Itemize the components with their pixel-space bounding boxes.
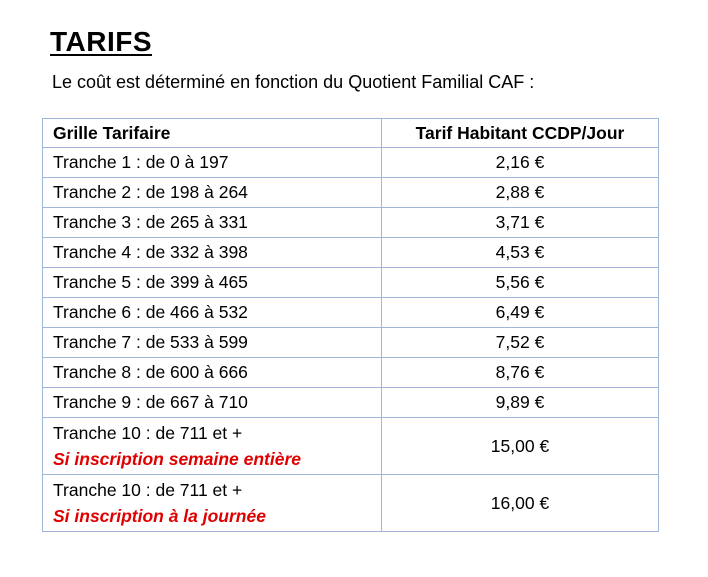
tarif-cell: 9,89 € — [382, 388, 659, 418]
tranche-cell — [43, 418, 382, 475]
header-grille-tarifaire: Grille Tarifaire — [43, 119, 382, 148]
table-row — [43, 388, 659, 418]
table-row — [43, 418, 659, 475]
tarif-cell: 15,00 € — [382, 418, 659, 475]
table-row — [43, 238, 659, 268]
tarif-cell: 5,56 € — [382, 268, 659, 298]
tranche-cell — [43, 475, 382, 532]
tranche-cell: Tranche 6 : de 466 à 532 — [43, 298, 382, 328]
table-row — [43, 178, 659, 208]
page-subtitle: Le coût est déterminé en fonction du Quotient Familial CAF : — [52, 72, 535, 92]
tranche-cell: Tranche 2 : de 198 à 264 — [43, 178, 382, 208]
tariff-table — [42, 118, 659, 532]
table-row — [43, 148, 659, 178]
tarif-cell: 16,00 € — [382, 475, 659, 532]
tranche-cell: Tranche 5 : de 399 à 465 — [43, 268, 382, 298]
tarif-cell: 2,88 € — [382, 178, 659, 208]
table-header-row — [43, 119, 659, 148]
tarif-cell: 8,76 € — [382, 358, 659, 388]
table-row — [43, 298, 659, 328]
header-tarif-habitant: Tarif Habitant CCDP/Jour — [382, 119, 659, 148]
tarif-cell: 4,53 € — [382, 238, 659, 268]
tarif-cell: 6,49 € — [382, 298, 659, 328]
table-row — [43, 328, 659, 358]
inscription-note: Si inscription à la journée — [53, 506, 266, 526]
tranche-cell: Tranche 7 : de 533 à 599 — [43, 328, 382, 358]
table-row — [43, 358, 659, 388]
page-title: TARIFS — [50, 26, 153, 57]
tranche-cell: Tranche 8 : de 600 à 666 — [43, 358, 382, 388]
tranche-label: Tranche 10 : de 711 et + — [53, 480, 243, 500]
tarif-cell: 2,16 € — [382, 148, 659, 178]
tranche-cell: Tranche 3 : de 265 à 331 — [43, 208, 382, 238]
tranche-cell: Tranche 9 : de 667 à 710 — [43, 388, 382, 418]
tranche-cell: Tranche 4 : de 332 à 398 — [43, 238, 382, 268]
tarif-cell: 3,71 € — [382, 208, 659, 238]
table-row — [43, 268, 659, 298]
tranche-cell: Tranche 1 : de 0 à 197 — [43, 148, 382, 178]
table-row — [43, 475, 659, 532]
table-row — [43, 208, 659, 238]
tarif-cell: 7,52 € — [382, 328, 659, 358]
tranche-label: Tranche 10 : de 711 et + — [53, 423, 243, 443]
inscription-note: Si inscription semaine entière — [53, 449, 301, 469]
